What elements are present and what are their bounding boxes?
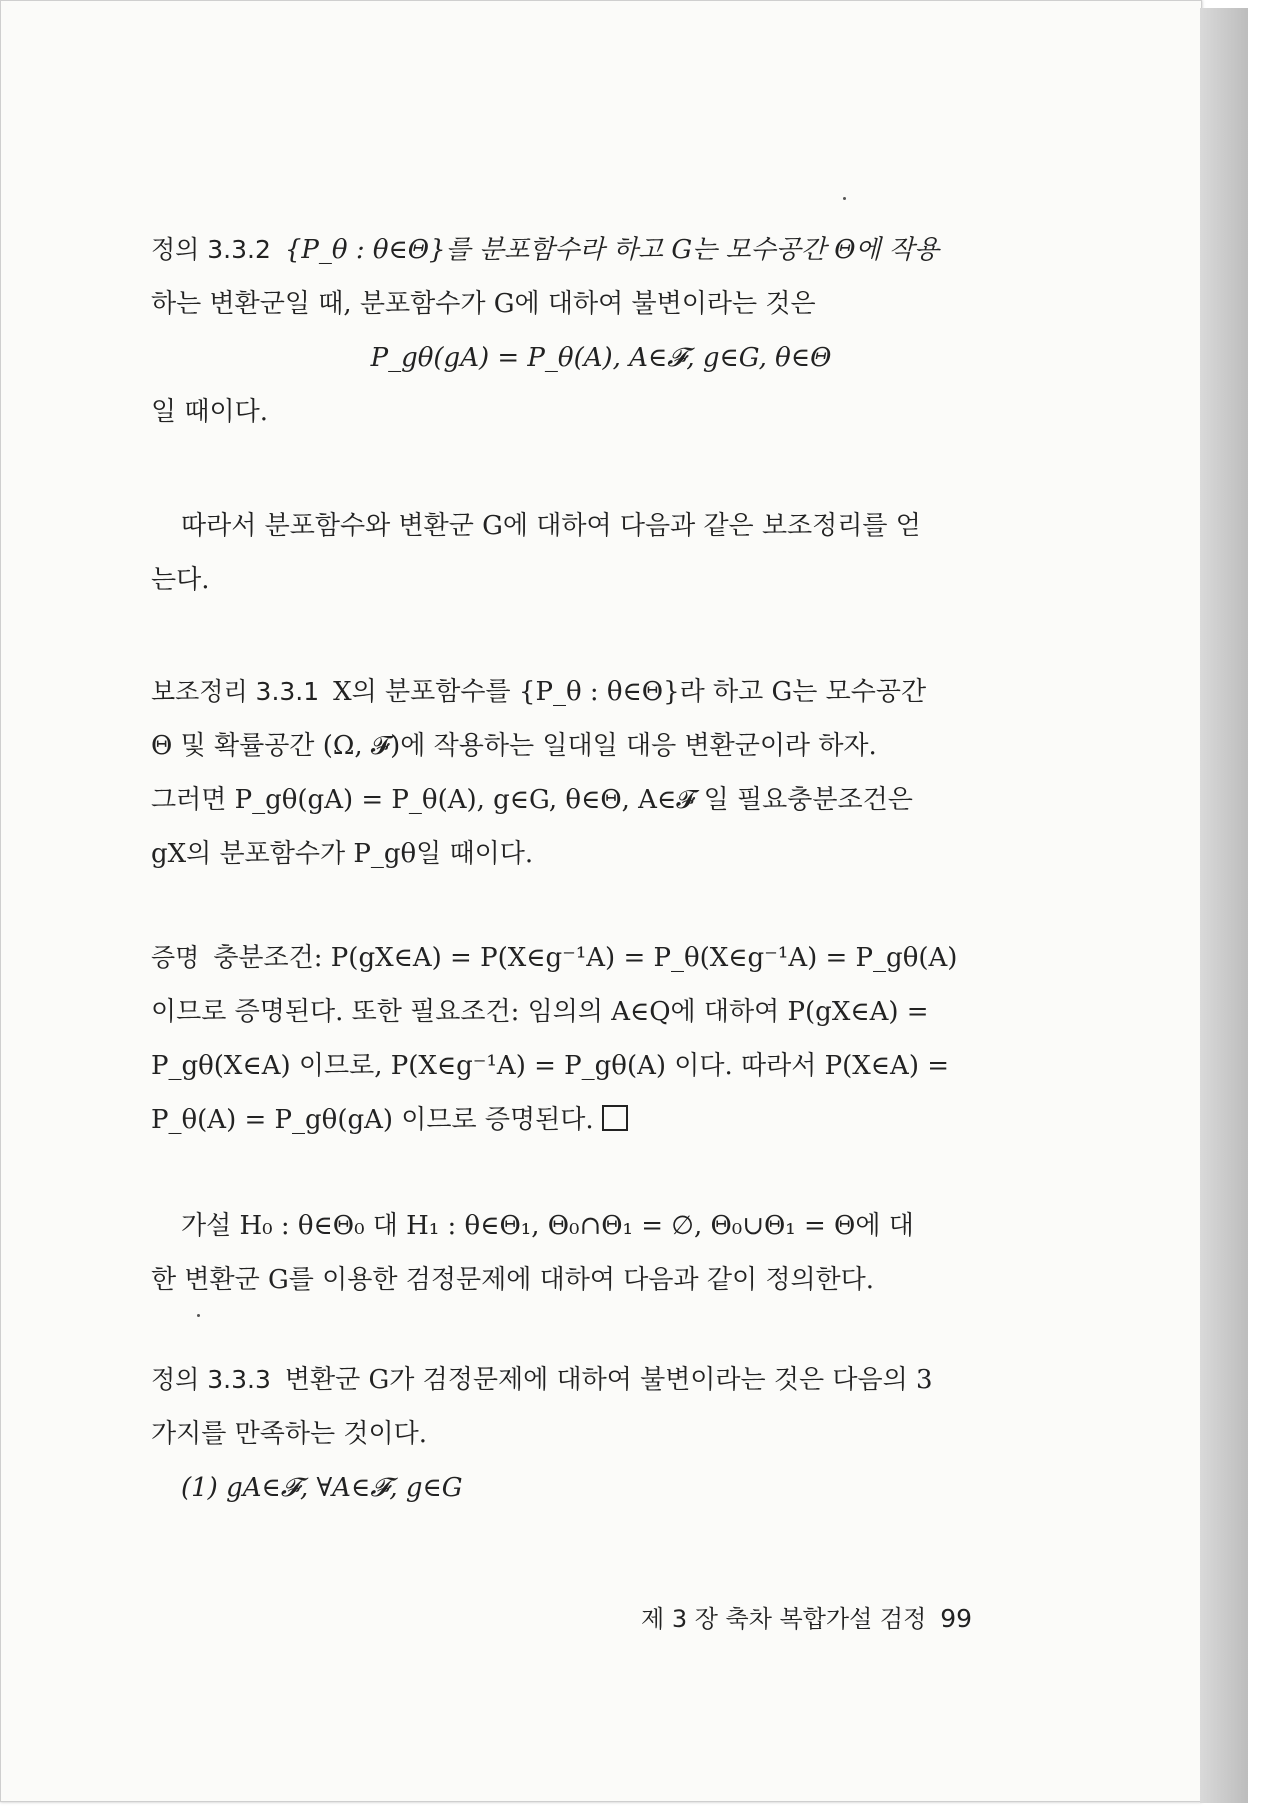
paragraph-text: 는다. [151, 565, 210, 595]
lemma-text: 그러면 P_gθ(gA) = P_θ(A), g∈G, θ∈Θ, A∈𝓕 일 필요충분조건은 [151, 785, 913, 815]
intro-paragraph [151, 499, 1051, 607]
proof [151, 931, 1051, 1147]
formula: P_gθ(gA) = P_θ(A), A∈𝓕, g∈G, θ∈Θ [370, 343, 832, 373]
definition-text: 변환군 G가 검정문제에 대하여 불변이라는 것은 다음의 3 [284, 1365, 933, 1395]
hypothesis-paragraph [151, 1199, 1051, 1307]
paragraph-text: 한 변환군 G를 이용한 검정문제에 대하여 다음과 같이 정의한다. [151, 1265, 875, 1295]
proof-text: 충분조건: P(gX∈A) = P(X∈g⁻¹A) = P_θ(X∈g⁻¹A) = P_gθ(A) [213, 943, 958, 973]
definition-3-3-3 [151, 1353, 1051, 1515]
page-number: 99 [940, 1604, 973, 1633]
proof-text: P_θ(A) = P_gθ(gA) 이므로 증명된다. [151, 1105, 594, 1135]
speck [197, 1314, 200, 1317]
definition-text: 가지를 만족하는 것이다. [151, 1419, 427, 1449]
lemma-text: Θ 및 확률공간 (Ω, 𝓕)에 작용하는 일대일 대응 변환군이라 하자. [151, 731, 877, 761]
proof-text: 이므로 증명된다. 또한 필요조건: 임의의 A∈Q에 대하여 P(gX∈A) = [151, 997, 929, 1027]
definition-label: 정의 3.3.2 [151, 235, 271, 264]
condition-item: (1) gA∈𝓕, ∀A∈𝓕, g∈G [181, 1473, 463, 1503]
definition-text: 일 때이다. [151, 397, 268, 427]
proof-label: 증명 [151, 943, 200, 972]
page-edge [1200, 8, 1248, 1803]
definition-3-3-2 [151, 223, 1051, 439]
lemma-text: gX의 분포함수가 P_gθ일 때이다. [151, 839, 534, 869]
lemma-3-3-1 [151, 665, 1051, 881]
speck [843, 197, 846, 200]
qed-box-icon [602, 1105, 628, 1131]
page-footer [641, 1599, 972, 1634]
definition-text: {P_θ : θ∈Θ}를 분포함수라 하고 G는 모수공간 Θ에 작용 [284, 235, 940, 265]
lemma-label: 보조정리 3.3.1 [151, 677, 320, 706]
paragraph-text: 따라서 분포함수와 변환군 G에 대하여 다음과 같은 보조정리를 얻 [181, 511, 921, 541]
chapter-title: 제 3 장 축차 복합가설 검정 [641, 1605, 927, 1633]
definition-text: 하는 변환군일 때, 분포함수가 G에 대하여 불변이라는 것은 [151, 289, 816, 319]
definition-label: 정의 3.3.3 [151, 1365, 271, 1394]
proof-text: P_gθ(X∈A) 이므로, P(X∈g⁻¹A) = P_gθ(A) 이다. 따라서 P(X∈A) = [151, 1051, 950, 1081]
lemma-text: X의 분포함수를 {P_θ : θ∈Θ}라 하고 G는 모수공간 [333, 677, 927, 707]
paragraph-text: 가설 H₀ : θ∈Θ₀ 대 H₁ : θ∈Θ₁, Θ₀∩Θ₁ = ∅, Θ₀∪Θ₁ = Θ에 대 [181, 1211, 914, 1241]
